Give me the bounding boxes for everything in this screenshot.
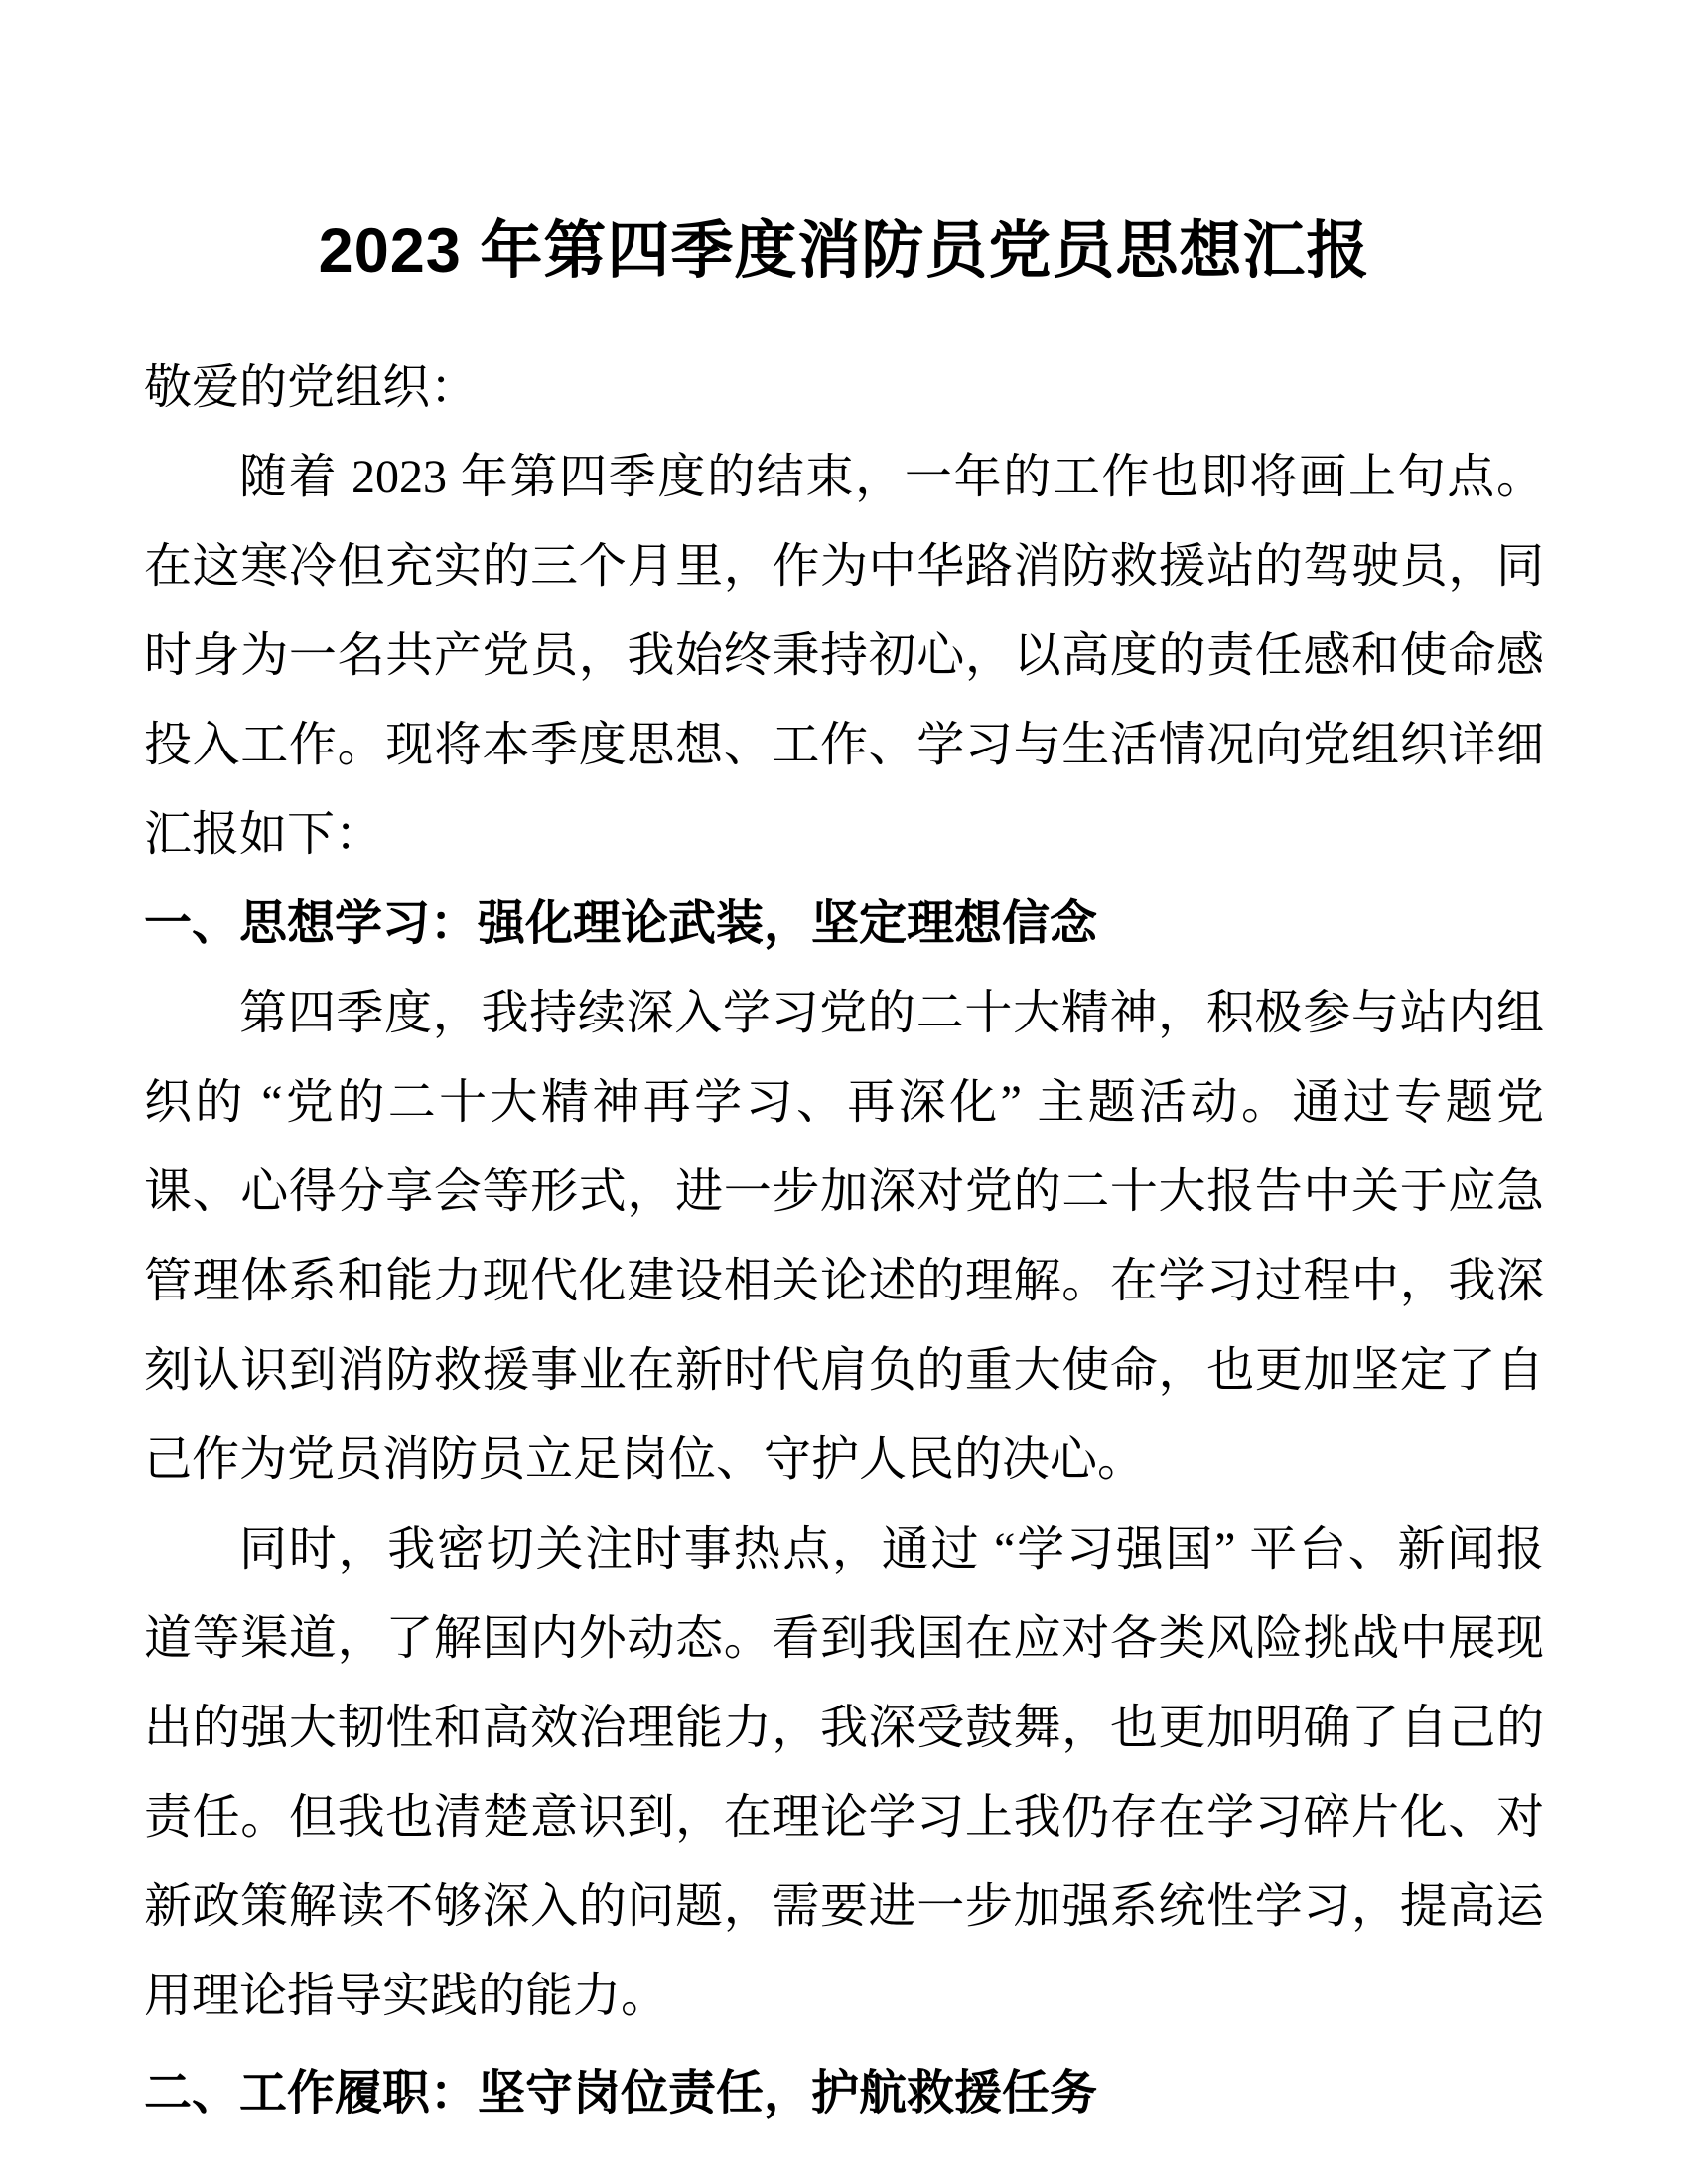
section2-heading: 二、工作履职：坚守岗位责任，护航救援任务 bbox=[144, 2067, 1098, 2119]
section1-paragraph-2: 同时，我密切关注时事热点，通过 “学习强国” 平台、新闻报道等渠道，了解国内外动态。看到我国在应对各类风险挑战中展现出的强大韧性和高效治理能力，我深受鼓舞，也更加明确了自己的责任。但我也清楚意识到，在理论学习上我仍存在学习碎片化、对新政策解读不够深入的问题，需要进一步加强系统性学习，提高运用理论指导实践的能力。 bbox=[144, 1523, 1544, 2022]
section1-paragraph-1: 第四季度，我持续深入学习党的二十大精神，积极参与站内组织的 “党的二十大精神再学习、再深化” 主题活动。通过专题党课、心得分享会等形式，进一步加深对党的二十大报告中关于应急管理体系和能力现代化建设相关论述的理解。在学习过程中，我深刻认识到消防救援事业在新时代肩负的重大使命，也更加坚定了自己作为党员消防员立足岗位、守护人民的决心。 bbox=[144, 987, 1544, 1486]
section1-heading: 一、思想学习：强化理论武装，坚定理想信念 bbox=[144, 897, 1098, 950]
page-title: 2023 年第四季度消防员党员思想汇报 bbox=[318, 216, 1370, 286]
salutation: 敬爱的党组织： bbox=[144, 361, 479, 414]
intro-paragraph: 随着 2023 年第四季度的结束，一年的工作也即将画上句点。在这寒冷但充实的三个月里，作为中华路消防救援站的驾驶员，同时身为一名共产党员，我始终秉持初心，以高度的责任感和使命感投入工作。现将本季度思想、工作、学习与生活情况向党组织详细汇报如下： bbox=[144, 451, 1544, 861]
